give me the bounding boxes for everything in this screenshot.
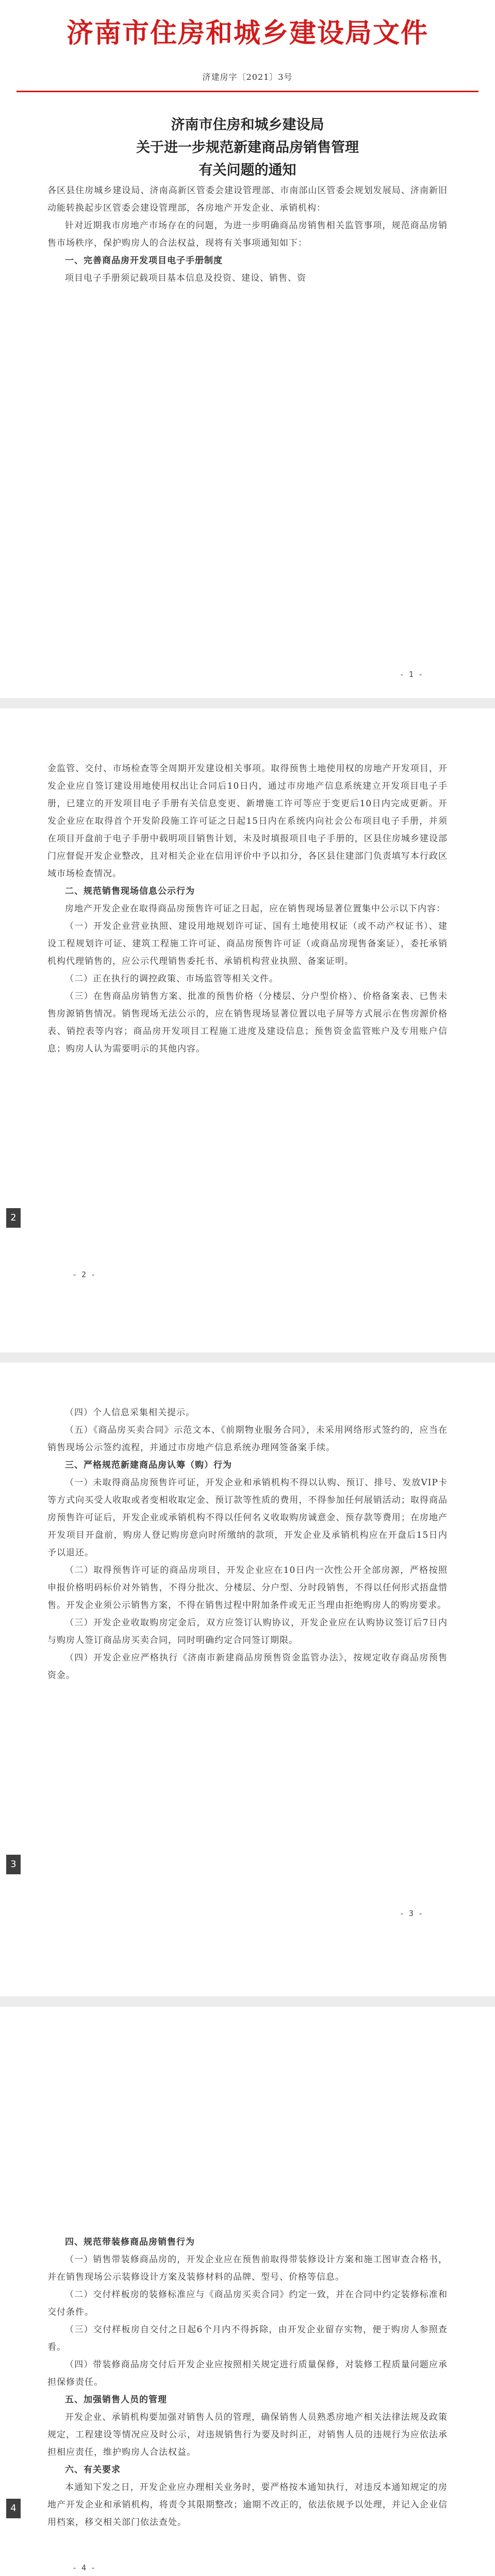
section-1-heading: 一、完善商品房开发项目电子手册制度 bbox=[65, 256, 223, 266]
section-3-heading: 三、严格规范新建商品房认筹（购）行为 bbox=[65, 1460, 232, 1470]
section-3-item-3: （三）开发企业收取购房定金后，双方应签订认购协议，开发企业应在认购协议签订后7日内与购房人签订商品房买卖合同，同时明确约定合同签订期限。 bbox=[47, 1618, 448, 1646]
salutation: 各区县住房城乡建设局、济南高新区管委会建设管理部、市南部山区管委会规划发展局、济南新旧动能转换起步区管委会建设管理部，各房地产开发企业、承销机构： bbox=[47, 185, 448, 213]
page-number-4: - 4 - bbox=[72, 2563, 96, 2572]
page-badge-4[interactable]: 4 bbox=[6, 2499, 21, 2518]
section-3-item-4: （四）开发企业应严格执行《济南市新建商品房预售资金监管办法》，按规定收存商品房预售资金。 bbox=[47, 1653, 448, 1681]
section-4-heading: 四、规范带装修商品房销售行为 bbox=[65, 2237, 195, 2247]
page-badge-3[interactable]: 3 bbox=[6, 1855, 21, 1874]
document-page-1 bbox=[0, 0, 495, 698]
section-5-heading: 五、加强销售人员的管理 bbox=[65, 2395, 167, 2405]
section-4-item-2: （二）交付样板房的装修标准应与《商品房买卖合同》约定一致，并在合同中约定装修标准和交付条件。 bbox=[47, 2290, 448, 2317]
section-1-paragraph-start: 项目电子手册须记载项目基本信息及投资、建设、销售、资 bbox=[65, 273, 306, 283]
page-number-1: - 1 - bbox=[399, 670, 423, 679]
section-1-paragraph-continued: 金监管、交付、市场检查等全周期开发建设相关事项。取得预售土地使用权的房地产开发项目，开发企业应自签订建设用地使用权出让合同后10日内，通过市房地产信息系统建立开发项目电子手册，已建立的开发项目电子手册有关信息变更、新增施工许可等应于变更后10日内完成更新。开发企业应在取得首个开发阶段施工许可证之日起15日内在系统内向社会公布项目电子手册，并须在项目开盘前于电子手册中载明项目销售计划，未及时填报项目电子手册的，区县住房城乡建设部门应督促开发企业整改，且对相关企业在信用评价中予以扣分，各区县住建部门负责填写本行政区域市场检查情况。 bbox=[47, 764, 448, 879]
section-6-heading: 六、有关要求 bbox=[65, 2465, 121, 2475]
title-line-3: 有关问题的通知 bbox=[199, 162, 296, 178]
document-number: 济建房字〔2021〕3号 bbox=[202, 72, 293, 82]
section-3-item-2: （二）取得预售许可证的商品房项目，开发企业应在10日内一次性公开全部房源，严格按照申报价格明码标价对外销售，不得分批次、分楼层、分户型、分时段销售，不得以任何形式捂盘惜售。开发企业须公示销售方案，不得在销售过程中附加条件或无正当理由拒绝购房人的购房要求。 bbox=[47, 1565, 448, 1611]
intro-paragraph: 针对近期我市房地产市场存在的问题，为进一步明确商品房销售相关监管事项，规范商品房销售市场秩序，保护购房人的合法权益，现将有关事项通知如下： bbox=[47, 221, 448, 248]
page-badge-2[interactable]: 2 bbox=[6, 1208, 21, 1228]
section-5-paragraph: 开发企业、承销机构要加强对销售人员的管理，确保销售人员熟悉房地产相关法律法规及政策规定，工程建设等情况应及时公示，对违规销售行为要及时纠正，对销售人员的违规行为应依法承担相应责任，维护购房人合法权益。 bbox=[47, 2412, 448, 2458]
title-line-2: 关于进一步规范新建商品房销售管理 bbox=[136, 140, 359, 156]
agency-header-title: 济南市住房和城乡建设局文件 bbox=[66, 18, 428, 49]
section-2-heading: 二、规范销售现场信息公示行为 bbox=[65, 886, 195, 896]
document-title bbox=[47, 114, 448, 182]
section-6-paragraph: 本通知下发之日，开发企业应办理相关业务时，要严格按本通知执行，对违反本通知规定的房地产开发企业和承销机构，将责令其限期整改；逾期不改正的，依法依规予以处理，并记入企业信用档案，移交相关部门依法查处。 bbox=[47, 2482, 448, 2528]
section-2-item-5: （五）《商品房买卖合同》示范文本、《前期物业服务合同》，未采用网络形式签约的，应当在销售现场公示签约流程，并通过市房地产信息系统办理网签备案手续。 bbox=[47, 1425, 448, 1453]
section-2-item-2: （二）正在执行的调控政策、市场监管等相关文件。 bbox=[65, 974, 278, 984]
section-2-item-3: （三）在售商品房销售方案、批准的预售价格（分楼层、分户型价格）、价格备案表、已售未售房源销售情况。销售现场无法公示的，应在销售现场显著位置以电子屏等方式展示在售房源价格表、销控表等内容；商品房开发项目工程施工进度及建设信息；预售资金监管账户及专用账户信息；购房人认为需要明示的其他内容。 bbox=[47, 991, 448, 1054]
section-2-intro: 房地产开发企业在取得商品房预售许可证之日起，应在销售现场显著位置集中公示以下内容： bbox=[65, 904, 446, 914]
section-2-item-1: （一）开发企业营业执照、建设用地规划许可证、国有土地使用权证（或不动产权证书）、建设工程规划许可证、建筑工程施工许可证、商品房预售许可证（或商品房现售备案证），委托承销机构代理销售的，应公示代理销售委托书、承销机构营业执照、备案证明。 bbox=[47, 921, 448, 967]
page-number-3: - 3 - bbox=[399, 1909, 423, 1918]
header-red-rule bbox=[16, 91, 478, 92]
section-2-item-4: （四）个人信息采集相关提示。 bbox=[65, 1408, 195, 1418]
title-line-1: 济南市住房和城乡建设局 bbox=[171, 117, 324, 133]
page-number-2: - 2 - bbox=[72, 1270, 96, 1279]
document-page-3 bbox=[0, 1363, 495, 1996]
section-4-item-1: （一）销售带装修商品房的，开发企业应在预售前取得带装修设计方案和施工图审查合格书，并在销售现场公示装修设计方案及装修材料的品牌、型号、价格等信息。 bbox=[47, 2255, 448, 2282]
document-page-4 bbox=[0, 2007, 495, 2576]
document-page-2 bbox=[0, 708, 495, 1352]
section-4-item-3: （三）交付样板房自交付之日起6个月内不得拆除，由开发企业留存实物，便于购房人参照查看。 bbox=[47, 2325, 448, 2352]
section-4-item-4: （四）带装修商品房交付后开发企业应按照相关规定进行质量保修，对装修工程质量问题应承担保修责任。 bbox=[47, 2360, 448, 2387]
section-3-item-1: （一）未取得商品房预售许可证，开发企业和承销机构不得以认购、预订、排号、发放VIP卡等方式向买受人收取或者变相收取定金、预订款等性质的费用，不得参加任何展销活动；取得商品房预售许可证后，开发企业或承销机构不得以任何名义收取购房诚意金、预存款等费用；在房地产开发项目开盘前，购房人登记购房意向时所缴纳的款项，开发企业及承销机构应在开盘后15日内予以退还。 bbox=[47, 1478, 448, 1558]
